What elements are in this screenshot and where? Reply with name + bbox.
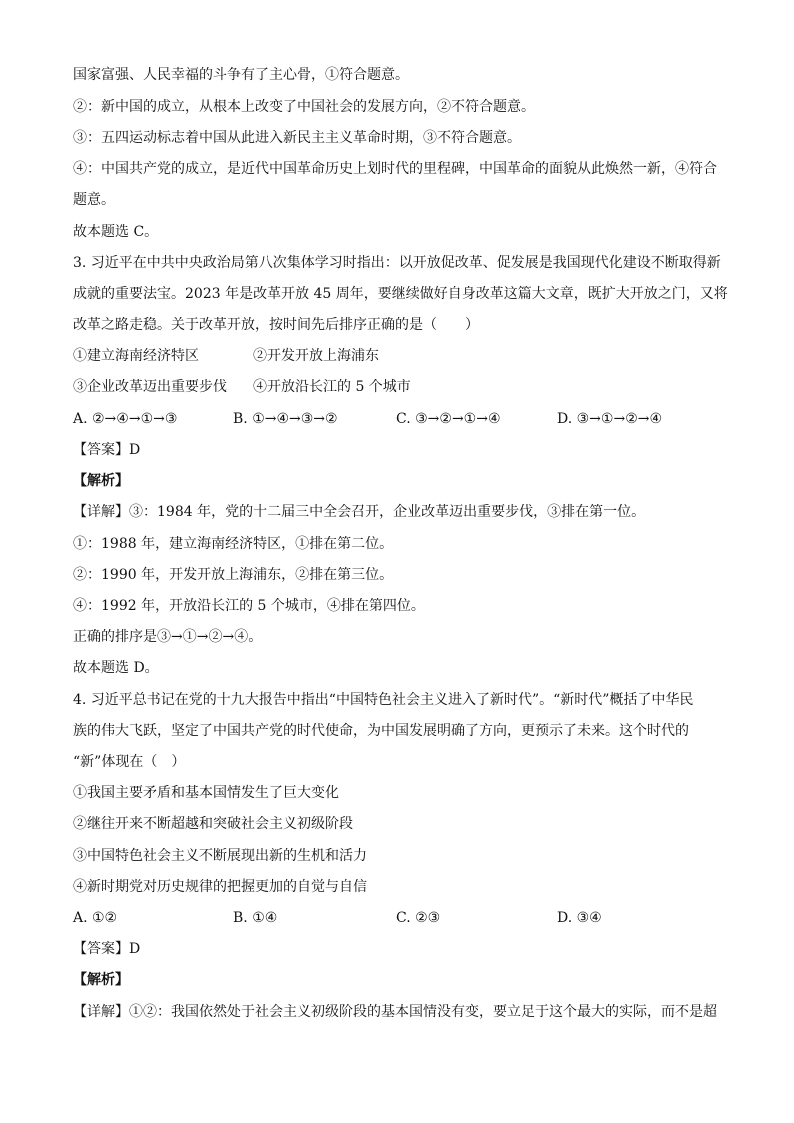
analysis-heading: 【解析】 bbox=[73, 473, 129, 489]
conclusion-line: 故本题选 D。 bbox=[73, 660, 159, 676]
question-3-stem: 成就的重要法宝。2023 年是改革开放 45 周年，要继续做好自身改革这篇大文章，既扩大开放之门，又将 bbox=[73, 286, 728, 302]
detail-line: ②：1990 年，开发开放上海浦东，②排在第三位。 bbox=[73, 567, 394, 583]
text-line: ③：五四运动标志着中国从此进入新民主主义革命时期，③不符合题意。 bbox=[73, 130, 521, 146]
answer-line: 【答案】D bbox=[73, 442, 141, 458]
question-3-stem: 改革之路走稳。关于改革开放，按时间先后排序正确的是（ ） bbox=[73, 317, 479, 333]
text-line: 故本题选 C。 bbox=[73, 224, 159, 240]
answer-line: 【答案】D bbox=[73, 941, 141, 957]
option-d: D. ③④ bbox=[557, 910, 602, 926]
analysis-heading: 【解析】 bbox=[73, 972, 129, 988]
question-3-item: ①建立海南经济特区 bbox=[73, 348, 199, 364]
detail-line: ④：1992 年，开放沿长江的 5 个城市，④排在第四位。 bbox=[73, 598, 425, 614]
question-3-item: ②开发开放上海浦东 bbox=[253, 348, 379, 364]
detail-line: 正确的排序是③→①→②→④。 bbox=[73, 629, 263, 645]
option-a: A. ②→④→①→③ bbox=[73, 411, 178, 427]
question-4-item: ①我国主要矛盾和基本国情发生了巨大变化 bbox=[73, 785, 339, 801]
text-line: ②：新中国的成立，从根本上改变了中国社会的发展方向，②不符合题意。 bbox=[73, 99, 535, 115]
question-3-item: ④开放沿长江的 5 个城市 bbox=[253, 379, 411, 395]
detail-line: 【详解】①②：我国依然处于社会主义初级阶段的基本国情没有变，要立足于这个最大的实际，而不是超 bbox=[73, 1004, 717, 1020]
question-3-item: ③企业改革迈出重要步伐 bbox=[73, 379, 227, 395]
detail-line: ①：1988 年，建立海南经济特区，①排在第二位。 bbox=[73, 536, 394, 552]
question-4-stem: 族的伟大飞跃，坚定了中国共产党的时代使命，为中国发展明确了方向，更预示了未来。这个时代的 bbox=[73, 723, 689, 739]
question-3-options bbox=[73, 409, 733, 429]
question-4-stem: 4. 习近平总书记在党的十九大报告中指出“中国特色社会主义进入了新时代”。“新时代”概括了中华民 bbox=[73, 692, 694, 708]
question-3-items-row bbox=[73, 346, 473, 366]
question-4-item: ④新时期党对历史规律的把握更加的自觉与自信 bbox=[73, 879, 367, 895]
text-line: 国家富强、人民幸福的斗争有了主心骨，①符合题意。 bbox=[73, 67, 409, 83]
question-4-stem: “新”体现在（ ） bbox=[73, 754, 186, 770]
question-3-stem: 3. 习近平在中共中央政治局第八次集体学习时指出：以开放促改革、促发展是我国现代化建设不断取得新 bbox=[73, 255, 721, 271]
question-4-options bbox=[73, 908, 733, 928]
option-b: B. ①→④→③→② bbox=[233, 411, 338, 427]
option-b: B. ①④ bbox=[233, 910, 278, 926]
option-c: C. ②③ bbox=[396, 910, 441, 926]
question-4-item: ③中国特色社会主义不断展现出新的生机和活力 bbox=[73, 848, 367, 864]
option-a: A. ①② bbox=[73, 910, 118, 926]
text-line: 题意。 bbox=[73, 192, 115, 208]
text-line: ④：中国共产党的成立，是近代中国革命历史上划时代的里程碑，中国革命的面貌从此焕然一新，④符合 bbox=[73, 161, 717, 177]
detail-line: 【详解】③：1984 年，党的十二届三中全会召开，企业改革迈出重要步伐，③排在第一位。 bbox=[73, 504, 646, 520]
question-3-items-row bbox=[73, 377, 473, 397]
question-4-item: ②继往开来不断超越和突破社会主义初级阶段 bbox=[73, 816, 353, 832]
option-d: D. ③→①→②→④ bbox=[557, 411, 663, 427]
option-c: C. ③→②→①→④ bbox=[396, 411, 501, 427]
